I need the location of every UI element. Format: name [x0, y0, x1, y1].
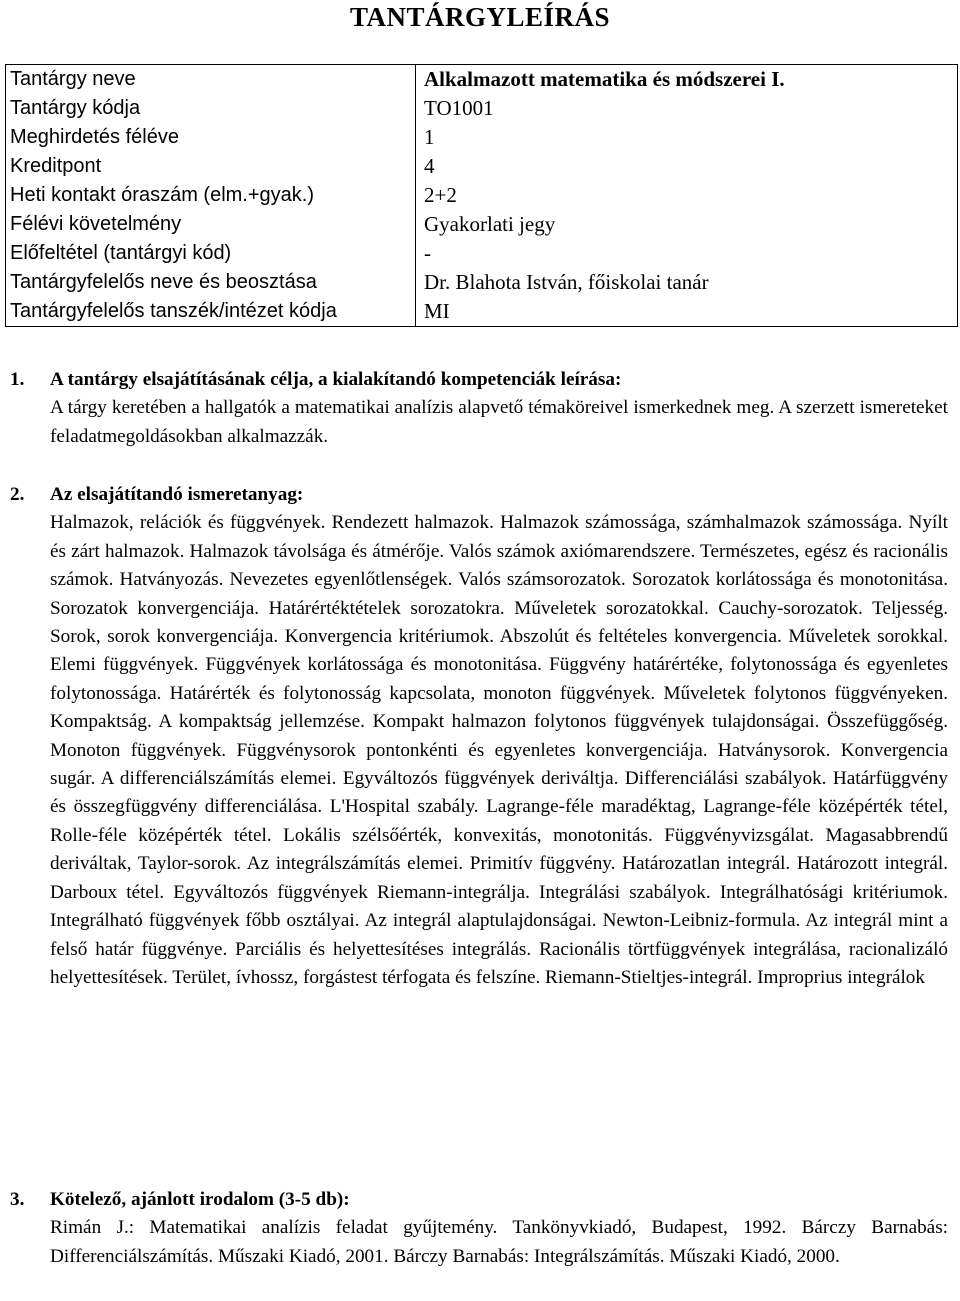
info-label: Előfeltétel (tantárgyi kód): [6, 239, 416, 268]
section-heading: [10, 481, 948, 509]
table-row: [6, 210, 958, 239]
section-goals: [10, 366, 948, 451]
info-label: Tantárgyfelelős tanszék/intézet kódja: [6, 297, 416, 327]
page-title: TANTÁRGYLEÍRÁS: [349, 2, 611, 32]
info-value: MI: [416, 297, 958, 327]
info-label: Tantárgy neve: [6, 65, 416, 95]
section-heading-text: Kötelező, ajánlott irodalom (3-5 db):: [50, 1189, 350, 1210]
info-value: Gyakorlati jegy: [416, 210, 958, 239]
info-value: TO1001: [416, 94, 958, 123]
course-info-table: [5, 64, 958, 327]
info-label: Félévi követelmény: [6, 210, 416, 239]
table-row: [6, 94, 958, 123]
section-number: 3.: [10, 1189, 25, 1210]
info-label: Tantárgy kódja: [6, 94, 416, 123]
section-body: A tárgy keretében a hallgatók a matematikai analízis alapvető témaköreivel ismerkednek meg. A szerzett ismereteket feladatmegoldásokban alkalmazzák.: [50, 397, 948, 447]
info-value: 1: [416, 123, 958, 152]
info-value: -: [416, 239, 958, 268]
section-body: Rimán J.: Matematikai analízis feladat gyűjtemény. Tankönyvkiadó, Budapest, 1992. Bárczy Barnabás: Differenciálszámítás. Műszaki Kiadó, 2001. Bárczy Barnabás: Integrálszámítás. Műszaki Kiadó, 2000.: [50, 1217, 948, 1267]
section-heading-text: A tantárgy elsajátításának célja, a kialakítandó kompetenciák leírása:: [50, 369, 622, 390]
section-literature: [10, 1186, 948, 1271]
table-row: [6, 297, 958, 327]
info-label: Tantárgyfelelős neve és beosztása: [6, 268, 416, 297]
section-body: Halmazok, relációk és függvények. Rendezett halmazok. Halmazok számossága, számhalmazok számossága. Nyílt és zárt halmazok. Halmazok távolsága és átmérője. Valós számok axiómarendszere. Természetes, egész és racionális számok. Hatványozás. Nevezetes egyenlőtlenségek. Valós számsorozatok. Sorozatok korlátossága és monotonitása. Sorozatok konvergenciája. Határértéktételek sorozatokra. Műveletek sorozatokkal. Cauchy-sorozatok. Teljesség. Sorok, sorok konvergenciája. Konvergencia kritériumok. Abszolút és feltételes konvergencia. Műveletek sorokkal. Elemi függvények. Függvények korlátossága és monotonitása. Függvény határértéke, folytonossága és egyenletes folytonossága. Határérték és folytonosság kapcsolata, monoton függvények. Műveletek folytonos függvényeken. Kompaktság. A kompaktság jellemzése. Kompakt halmazon folytonos függvények tulajdonságai. Összefüggőség. Monoton függvények. Függvénysorok pontonkénti és egyenletes konvergenciája. Hatványsorok. Konvergencia sugár. A differenciálszámítás elemei. Egyváltozós függvények deriváltja. Differenciálási szabályok. Határfüggvény és összegfüggvény differenciálása. L'Hospital szabály. Lagrange-féle maradéktag, Lagrange-féle középérték tétel, Rolle-féle középérték tétel. Lokális szélsőérték, konvexitás, monotonitás. Függvényvizsgálat. Magasabbrendű deriváltak, Taylor-sorok. Az integrálszámítás elemei. Primitív függvény. Határozatlan integrál. Határozott integrál. Darboux tétel. Egyváltozós függvények Riemann-integrálja. Integrálási szabályok. Integrálhatósági kritériumok. Integrálható függvények főbb osztályai. Az integrál alaptulajdonságai. Newton-Leibniz-formula. Az integrál mint a felső határ függvénye. Parciális és helyettesítéses integrálás. Racionális törtfüggvények integrálása, racionalizáló helyettesítések. Terület, ívhossz, forgástest térfogata és felszíne. Riemann-Stieltjes-integrál. Improprius integrálok: [50, 512, 948, 988]
table-row: [6, 181, 958, 210]
table-row: [6, 239, 958, 268]
section-curriculum: [10, 481, 948, 992]
info-value: Alkalmazott matematika és módszerei I.: [416, 65, 958, 95]
info-value: 2+2: [416, 181, 958, 210]
table-row: [6, 268, 958, 297]
section-heading-text: Az elsajátítandó ismeretanyag:: [50, 484, 304, 505]
section-number: 1.: [10, 369, 25, 390]
info-value: 4: [416, 152, 958, 181]
section-heading: [10, 366, 948, 394]
table-row: [6, 152, 958, 181]
section-heading: [10, 1186, 948, 1214]
info-value: Dr. Blahota István, főiskolai tanár: [416, 268, 958, 297]
info-label: Kreditpont: [6, 152, 416, 181]
info-label: Heti kontakt óraszám (elm.+gyak.): [6, 181, 416, 210]
table-row: [6, 123, 958, 152]
info-label: Meghirdetés féléve: [6, 123, 416, 152]
section-number: 2.: [10, 484, 25, 505]
table-row: [6, 65, 958, 95]
